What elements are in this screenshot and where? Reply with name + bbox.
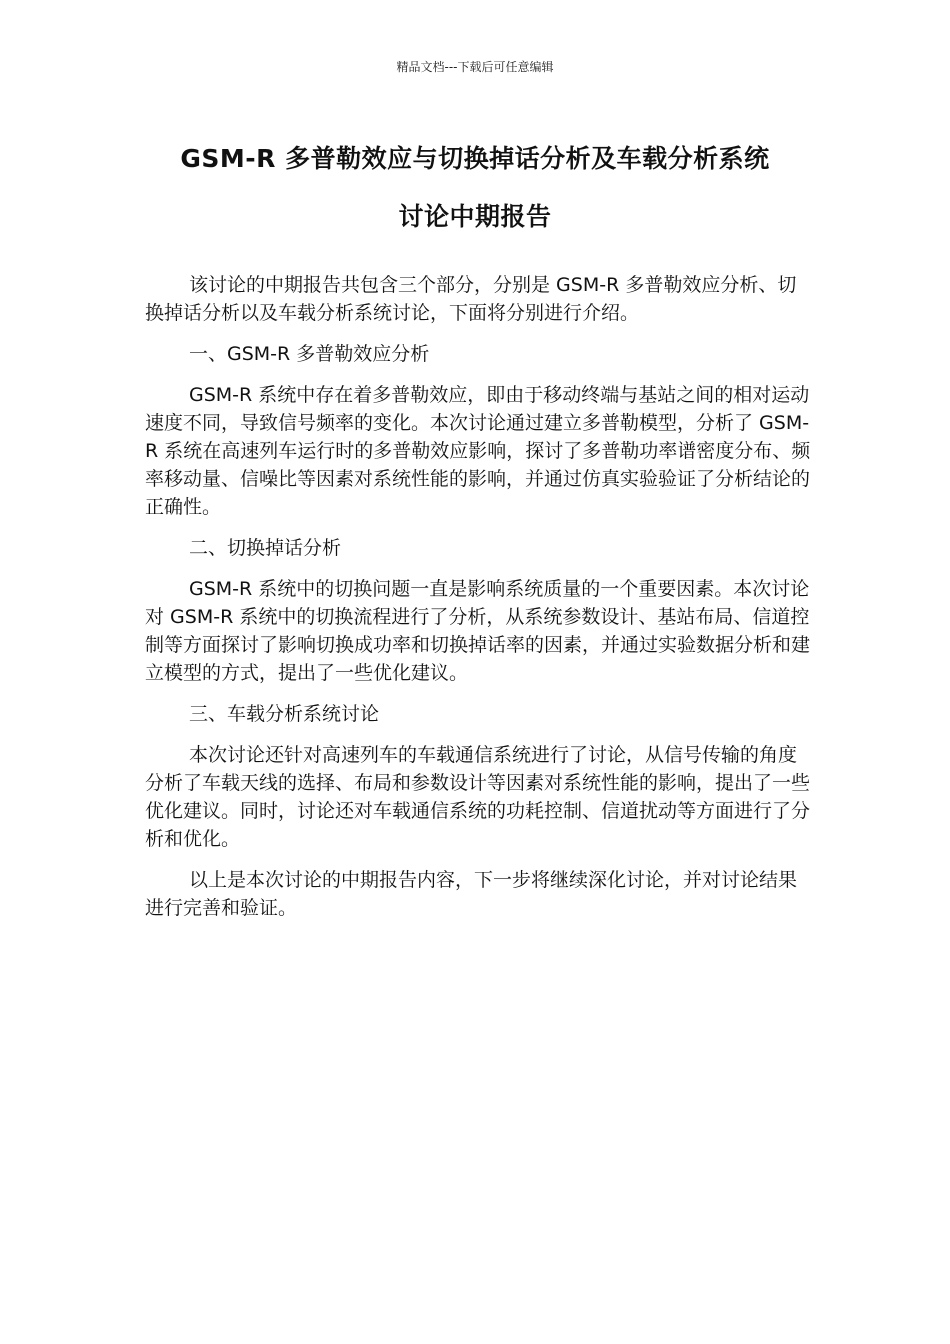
section-heading-doppler: 一、GSM-R 多普勒效应分析 [189,343,430,365]
handover-paragraph: GSM-R 系统中的切换问题一直是影响系统质量的一个重要因素。本次讨论对 GSM-R 系统中的切换流程进行了分析，从系统参数设计、基站布局、信道控制等方面探讨了影响切换成功率和切换掉话率的因素，并通过实验数据分析和建立模型的方式，提出了一些优化建议。 [145,578,811,684]
section-heading-onboard: 三、车载分析系统讨论 [189,703,380,725]
header-note: 精品文档---下载后可任意编辑 [396,60,554,74]
document-body [145,271,815,935]
onboard-paragraph: 本次讨论还针对高速列车的车载通信系统进行了讨论，从信号传输的角度分析了车载天线的选择、布局和参数设计等因素对系统性能的影响，提出了一些优化建议。同时，讨论还对车载通信系统的功耗控制、信道扰动等方面进行了分析和优化。 [145,744,811,850]
document-title-line-1: GSM-R 多普勒效应与切换掉话分析及车载分析系统 [180,144,770,173]
doppler-paragraph: GSM-R 系统中存在着多普勒效应，即由于移动终端与基站之间的相对运动速度不同，导致信号频率的变化。本次讨论通过建立多普勒模型，分析了 GSM-R 系统在高速列车运行时的多普勒效应影响，探讨了多普勒功率谱密度分布、频率移动量、信噪比等因素对系统性能的影响，并通过仿真实验验证了分析结论的正确性。 [145,384,811,518]
intro-paragraph: 该讨论的中期报告共包含三个部分，分别是 GSM-R 多普勒效应分析、切换掉话分析以及车载分析系统讨论，下面将分别进行介绍。 [145,274,797,324]
section-heading-handover: 二、切换掉话分析 [189,537,342,559]
document-title-line-2: 讨论中期报告 [398,202,552,231]
conclusion-paragraph: 以上是本次讨论的中期报告内容，下一步将继续深化讨论，并对讨论结果进行完善和验证。 [145,869,798,919]
